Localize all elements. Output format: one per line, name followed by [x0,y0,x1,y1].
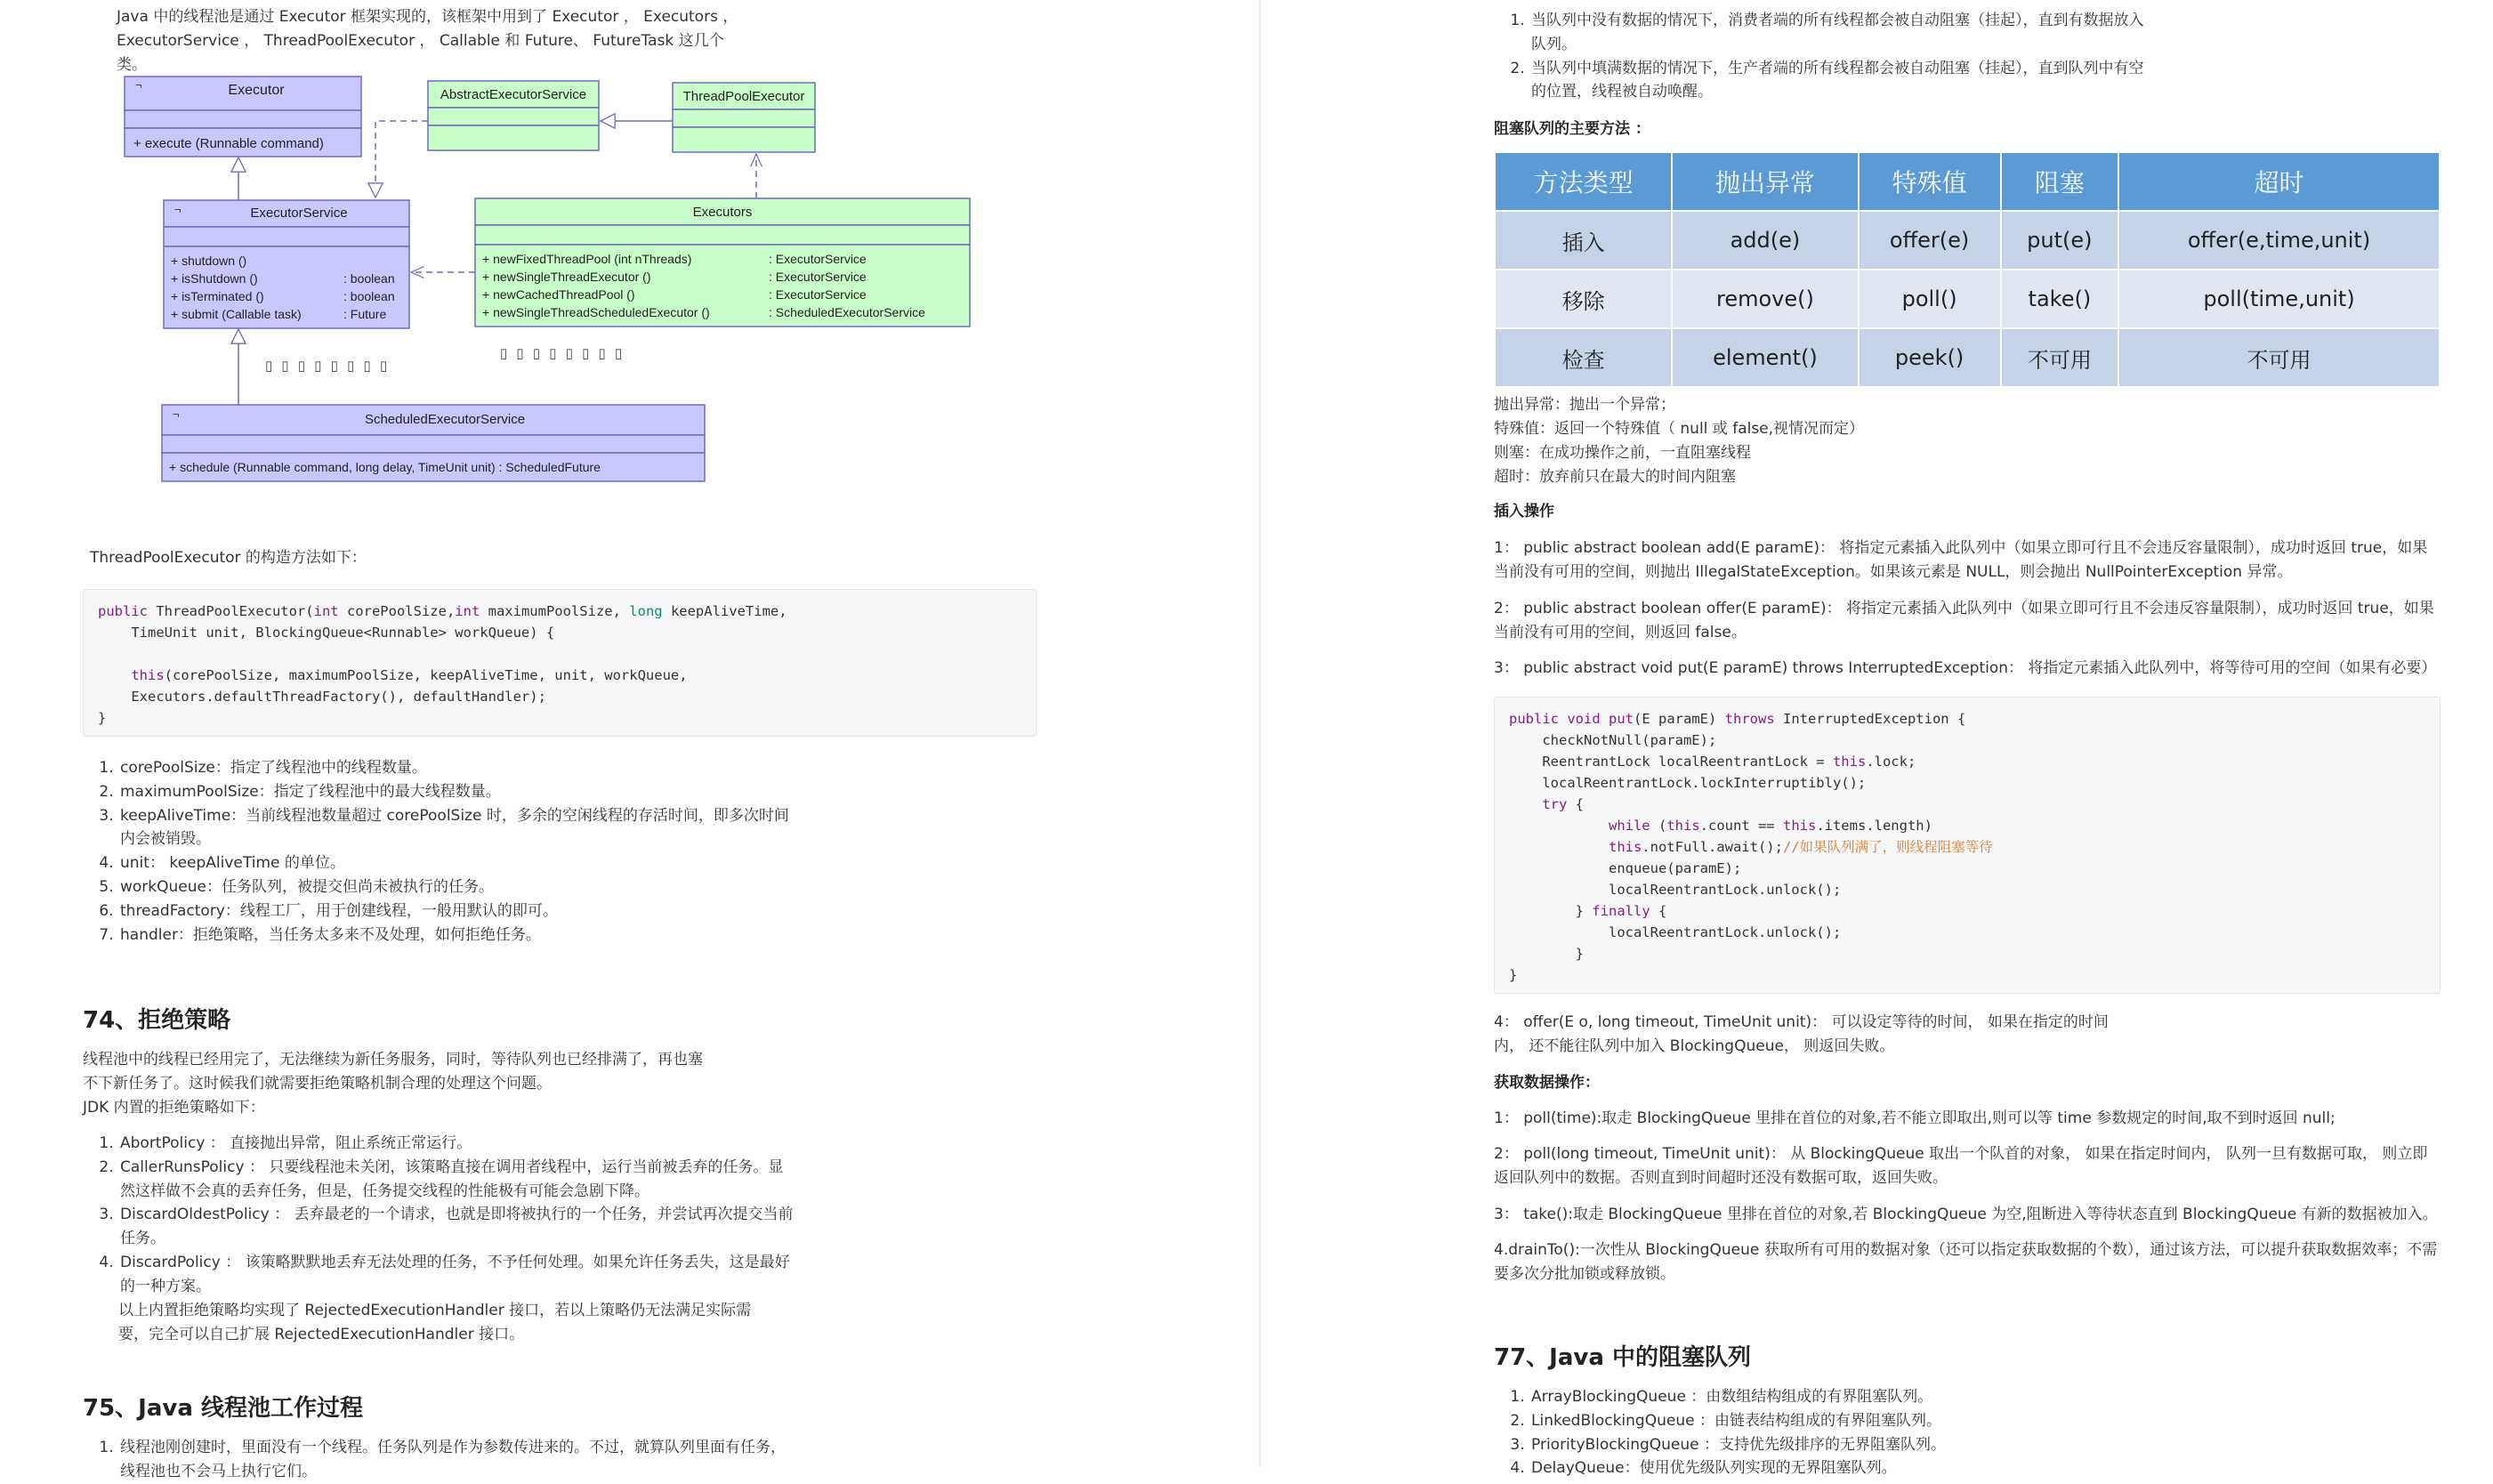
uml-ses-name: ScheduledExecutorService [364,412,526,427]
uml-executors-op: + newSingleThreadScheduledExecutor () [482,305,710,319]
table-cell: element() [1673,329,1857,386]
list-item: 1. AbortPolicy ： 直接抛出异常，阻止系统正常运行。 [118,1132,795,1156]
insert-op-3: 3： public abstract void put(E paramE) throws InterruptedException： 将指定元素插入此队列中，将等待可用的空间（如果有必要） [1494,659,2437,677]
fetch-op-1: 1： poll(time):取走 BlockingQueue 里排在首位的对象,若不能立即取出,则可以等 time 参数规定的时间,取不到时返回 null; [1494,1109,2336,1127]
uml-ses-op: + schedule (Runnable command, long delay, TimeUnit unit) : ScheduledFuture [169,460,601,474]
table-cell: offer(e,time,unit) [2119,212,2439,269]
fetch-op-3: 3： take():取走 BlockingQueue 里排在首位的对象,若 BlockingQueue 为空,阻断进入等待状态直到 BlockingQueue 有新的数据被加入。 [1494,1206,2438,1223]
uml-executors-ret: : ScheduledExecutorService [769,305,925,319]
uml-es-op: + shutdown () [171,254,247,268]
uml-executor-name: Executor [228,83,285,98]
uml-es-ret: : Future [343,307,387,321]
table-cell: take() [2002,270,2118,327]
right-page [1268,0,2493,1478]
heading-75: 75、Java 线程池工作过程 [83,1395,363,1422]
intro-paragraph: Java 中的线程池是通过 Executor 框架实现的，该框架中用到了 Executor ， Executors ， ExecutorService ， ThreadPoolExecutor ， Callable 和 Future、 FutureTask 这几个类。 [117,8,738,74]
table-row [1496,270,2439,327]
queue-points-list [1494,9,2152,104]
methods-title: 阻塞队列的主要方法 ： [1494,120,1650,138]
uml-executor-class [125,77,361,157]
table-header: 抛出异常 [1673,153,1857,210]
table-cell: remove() [1673,270,1857,327]
table-cell: 检查 [1496,329,1671,386]
uml-executors-ret: : ExecutorService [769,252,867,266]
uml-executors-name: Executors [692,205,753,220]
table-row [1496,212,2439,269]
uml-executor-op: + execute (Runnable command) [133,136,324,151]
table-row [1496,329,2439,386]
blocking-queues-list [1494,1385,2330,1480]
insert-title: 插入操作 [1494,503,1554,520]
table-cell: put(e) [2002,212,2118,269]
uml-executor-service [164,200,409,328]
uml-executors-op: + newFixedThreadPool (int nThreads) [482,252,692,266]
insert-op-4: 4： offer(E o, long timeout, TimeUnit unit)： 可以设定等待的时间， 如果在指定的时间内， 还不能往队列中加入 BlockingQueue， 则返回失败。 [1494,1013,2109,1055]
uml-es-name: ExecutorService [250,206,348,221]
policies-note: 以上内置拒绝策略均实现了 RejectedExecutionHandler 接口，若以上策略仍无法满足实际需要，完全可以自己扩展 RejectedExecutionHandler 接口。 [118,1302,752,1343]
list-item: 3. PriorityBlockingQueue ：支持优先级排序的无界阻塞队列。 [1529,1433,2330,1457]
table-cell: offer(e) [1860,212,2000,269]
table-header: 超时 [2119,153,2439,210]
uml-garbled-note-2: ▯ ▯ ▯ ▯ ▯ ▯ ▯ ▯ [500,346,625,361]
executor-uml-diagram [123,71,977,489]
uml-abstract-executor-service [428,81,599,150]
table-cell: 插入 [1496,212,1671,269]
uml-es-ret: : boolean [343,289,395,303]
uml-es-op: + isTerminated () [171,289,264,303]
table-header: 阻塞 [2002,153,2118,210]
legend-line: 超时：放弃前只在最大的时间内阻塞 [1494,468,1736,486]
insert-op-2: 2： public abstract boolean offer(E paramE)： 将指定元素插入此队列中（如果立即可行且不会违反容量限制），成功时返回 true，如果当前没有可用的空间，则返回 false。 [1494,600,2434,641]
svg-text:¬: ¬ [135,78,142,92]
list-item: 4. unit： keepAliveTime 的单位。 [118,851,795,875]
p74-text: 线程池中的线程已经用完了，无法继续为新任务服务，同时，等待队列也已经排满了，再也塞不下新任务了。这时候我们就需要拒绝策略机制合理的处理这个问题。 [83,1051,703,1093]
uml-scheduled-executor-service [162,405,705,481]
list-item: 3. keepAliveTime：当前线程池数量超过 corePoolSize 时，多余的空闲线程的存活时间，即多次时间内会被销毁。 [118,804,795,852]
page-divider [1259,0,1261,1467]
list-item: 2. 当队列中填满数据的情况下，生产者端的所有线程都会被自动阻塞（挂起），直到队列中有空的位置，线程被自动唤醒。 [1529,57,2152,105]
list-item: 1. 当队列中没有数据的情况下，消费者端的所有线程都会被自动阻塞（挂起），直到有数据放入队列。 [1529,9,2152,57]
ctor-code-block: public ThreadPoolExecutor(int corePoolSize,int maximumPoolSize, long keepAliveTime, TimeUnit unit, BlockingQueue<Runnable> workQueue) { this(corePoolSize, maximumPoolSize, keepAliveTime, unit, workQueue, Executors.defaultThreadFactory(), defaultHandler); } [83,589,1037,737]
heading-74: 74、拒绝策略 [83,1007,231,1034]
table-cell: poll(time,unit) [2119,270,2439,327]
table-cell: 不可用 [2119,329,2439,386]
uml-executors-class [475,198,970,327]
uml-executors-op: + newCachedThreadPool () [482,287,635,302]
svg-text:¬: ¬ [174,203,182,216]
list-item: 4. DelayQueue：使用优先级队列实现的无界阻塞队列。 [1529,1456,2330,1480]
uml-abstract-name: AbstractExecutorService [440,87,587,102]
list-item: 4. DiscardPolicy ： 该策略默默地丢弃无法处理的任务，不予任何处理。如果允许任务丢失，这是最好的一种方案。 [118,1251,795,1299]
uml-executors-op: + newSingleThreadExecutor () [482,270,651,284]
ctor-params-list [83,756,795,947]
list-item: 6. threadFactory：线程工厂，用于创建线程，一般用默认的即可。 [118,899,795,923]
list-item: 1. 线程池刚创建时，里面没有一个线程。任务队列是作为参数传进来的。不过，就算队列里面有任务，线程池也不会马上执行它们。 [118,1436,795,1484]
uml-es-ret: : boolean [343,271,395,286]
p74-jdk: JDK 内置的拒绝策略如下： [83,1099,265,1117]
list-item: 2. maximumPoolSize：指定了线程池中的最大线程数量。 [118,780,795,804]
list-item: 5. workQueue：任务队列，被提交但尚未被执行的任务。 [118,875,795,899]
heading-77: 77、Java 中的阻塞队列 [1494,1344,1751,1371]
table-cell: 不可用 [2002,329,2118,386]
table-header: 特殊值 [1860,153,2000,210]
legend-line: 特殊值：返回一个特殊值（ null 或 false,视情况而定） [1494,420,1865,438]
uml-tpe-name: ThreadPoolExecutor [682,89,805,104]
list-item: 1. ArrayBlockingQueue ：由数组结构组成的有界阻塞队列。 [1529,1385,2330,1409]
legend-line: 则塞：在成功操作之前，一直阻塞线程 [1494,444,1751,462]
fetch-op-2: 2： poll(long timeout, TimeUnit unit)： 从 BlockingQueue 取出一个队首的对象， 如果在指定时间内， 队列一旦有数据可取， 则立即返回队列中的数据。否则直到时间超时还没有数据可取，返回失败。 [1494,1145,2428,1187]
svg-text:¬: ¬ [173,407,180,421]
list-item: 3. DiscardOldestPolicy ： 丢弃最老的一个请求，也就是即将被执行的一个任务，并尝试再次提交当前任务。 [118,1203,795,1251]
method-legend [1494,393,1864,489]
table-cell: 移除 [1496,270,1671,327]
legend-line: 抛出异常：抛出一个异常； [1494,396,1675,414]
list-item: 2. LinkedBlockingQueue ：由链表结构组成的有界阻塞队列。 [1529,1409,2330,1433]
list-item: 2. CallerRunsPolicy ： 只要线程池未关闭，该策略直接在调用者线程中，运行当前被丢弃的任务。显然这样做不会真的丢弃任务，但是，任务提交线程的性能极有可能会急剧下降。 [118,1156,795,1204]
list-item: 7. handler：拒绝策略，当任务太多来不及处理，如何拒绝任务。 [118,923,795,948]
uml-thread-pool-executor [673,83,815,152]
blocking-queue-methods-table [1494,151,2441,388]
uml-executors-ret: : ExecutorService [769,270,867,284]
put-code-block: public void put(E paramE) throws InterruptedException { checkNotNull(paramE); ReentrantLock localReentrantLock = this.lock; localReentrantLock.lockInterruptibly(); try { while (this.count == this.items.length) this.notFull.await();//如果队列满了，则线程阻塞等待 enqueue(paramE); localReentrantLock.unlock(); } finally { localReentrantLock.unlock(); } } [1494,697,2441,994]
uml-es-op: + isShutdown () [171,271,258,286]
uml-executors-ret: : ExecutorService [769,287,867,302]
uml-es-op: + submit (Callable task) [171,307,302,321]
reject-policies-list [83,1132,795,1299]
table-cell: poll() [1860,270,2000,327]
table-header: 方法类型 [1496,153,1671,210]
table-cell: add(e) [1673,212,1857,269]
table-cell: peek() [1860,329,2000,386]
work-process-list [83,1436,795,1484]
fetch-op-4: 4.drainTo():一次性从 BlockingQueue 获取所有可用的数据对象（还可以指定获取数据的个数），通过该方法，可以提升获取数据效率；不需要多次分批加锁或释放锁。 [1494,1241,2438,1283]
ctor-intro: ThreadPoolExecutor 的构造方法如下： [90,549,367,567]
insert-op-1: 1： public abstract boolean add(E paramE)： 将指定元素插入此队列中（如果立即可行且不会违反容量限制），成功时返回 true，如果当前没有可用的空间，则抛出 IllegalStateException。如果该元素是 NULL，则会抛出 NullPointerException 异常。 [1494,539,2428,581]
list-item: 1. corePoolSize：指定了线程池中的线程数量。 [118,756,795,780]
uml-garbled-note-1: ▯ ▯ ▯ ▯ ▯ ▯ ▯ ▯ [265,359,391,374]
fetch-title: 获取数据操作： [1494,1074,1600,1092]
